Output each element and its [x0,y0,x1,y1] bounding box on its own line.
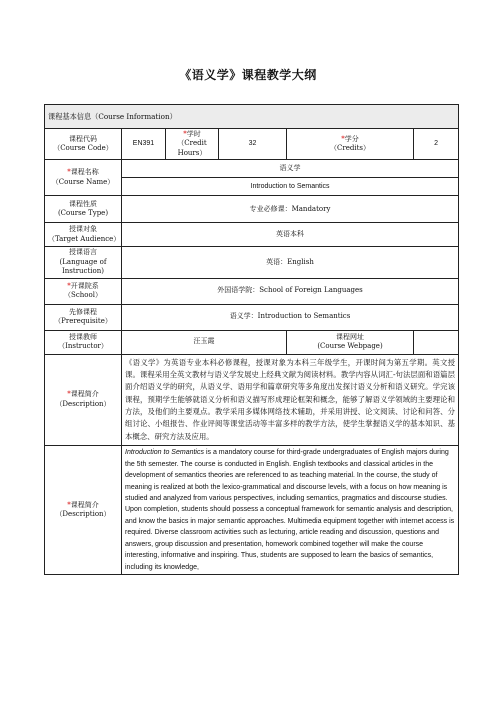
course-type-row [45,196,459,223]
description-cn-label: *课程简介（Description） [45,354,122,446]
description-en-label: *课程简介（Description） [45,446,122,575]
course-type-label: 课程性质 (Course Type) [45,196,122,223]
section-header-row [45,105,459,129]
target-audience-value: 英语本科 [122,223,459,247]
target-audience-label: 授课对象 （Target Audience） [45,223,122,247]
instructor-value: 汪玉霞 [122,330,287,354]
prerequisite-value: 语义学：Introduction to Semantics [122,304,459,330]
page-title: 《语义学》课程教学大纲 [179,68,317,82]
course-type-value: 专业必修课：Mandatory [122,196,459,223]
language-value: 英语：English [122,247,459,278]
prerequisite-row [45,304,459,330]
course-name-en: Introduction to Semantics [122,178,459,196]
course-webpage-value [414,330,459,354]
required-marker: * [341,134,345,143]
course-code-label: 课程代码 （Course Code） [45,129,122,160]
course-title-italic: Introduction to Semantics [125,449,204,457]
language-row [45,247,459,278]
description-en-text: Introduction to Semantics is a mandatory course for third-grade undergraduates of English majors during the 5th semester. The course is conducted in English. English textbooks and classical articles in the development of semantics theories are referenced to as teaching material. In the course, the study of meaning is realized at both the lexico-grammatical and discourse levels, with a focus on how meaning is studied and analyzed from various perspectives, including semantics, pragmatics and discourse studies. Upon completion, students should possess a conceptual framework for semantic analysis and description, and know the basics in major semantic approaches. Multimedia equipment together with internet access is required. Diverse classroom activities such as lecturing, article reading and discussion, questions and answers, group discussion and presentation, homework combined together will make the course interesting, informative and inspiring. Thus, students are supposed to learn the basics of semantics, including its knowledge, [122,446,459,575]
language-label: 授课语言 (Language of Instruction) [45,247,122,278]
credit-hours-label: *学时 （Credit Hours） [166,129,219,160]
required-marker: * [67,500,71,509]
school-row [45,278,459,304]
credits-label: *学分 （Credits） [287,129,414,160]
school-value: 外国语学院：School of Foreign Languages [122,278,459,304]
required-marker: * [67,281,71,290]
credit-hours-value: 32 [219,129,287,160]
course-webpage-label: 课程网址 (Course Webpage) [287,330,414,354]
required-marker: * [183,130,187,138]
instructor-row [45,330,459,354]
school-label: *开课院系 （School） [45,278,122,304]
prerequisite-label: 先修课程 （Prerequisite） [45,304,122,330]
section-header: 课程基本信息（Course Information） [45,105,459,129]
course-name-row [45,160,459,178]
target-audience-row [45,223,459,247]
description-cn-text: 《语义学》为英语专业本科必修课程，授课对象为本科三年级学生，开课时间为第五学期。英文授课。课程采用全英文教材与语义学发展史上经典文献为阅读材料。教学内容从词汇-句法层面和语篇层面介绍语义学的研究，从语义学、语用学和篇章研究等多角度出发探讨语义分析和语义研究。学完该课程，预期学生能够就语义分析和语义描写形成理论框架和概念，能够了解语义学领域的主要理论和方法，及他们的主要观点。教学采用多媒体网络技术辅助，并采用讲授、论文阅读、讨论和问答、分组讨论、小组报告、作业评阅等课堂活动等丰富多样的教学方法，使学生掌握语义学的基本知识、基本概念、研究方法及应用。 [122,354,459,446]
credits-value: 2 [414,129,459,160]
course-code-row [45,129,459,160]
required-marker: * [67,168,71,177]
course-name-cn: 语义学 [122,160,459,178]
course-info-table [44,104,459,575]
course-name-label: *课程名称 （Course Name） [45,160,122,196]
description-cn-row [45,354,459,446]
required-marker: * [67,390,71,399]
course-code-value: EN391 [122,129,166,160]
instructor-label: 授课教师 （Instructor） [45,330,122,354]
description-en-row [45,446,459,575]
